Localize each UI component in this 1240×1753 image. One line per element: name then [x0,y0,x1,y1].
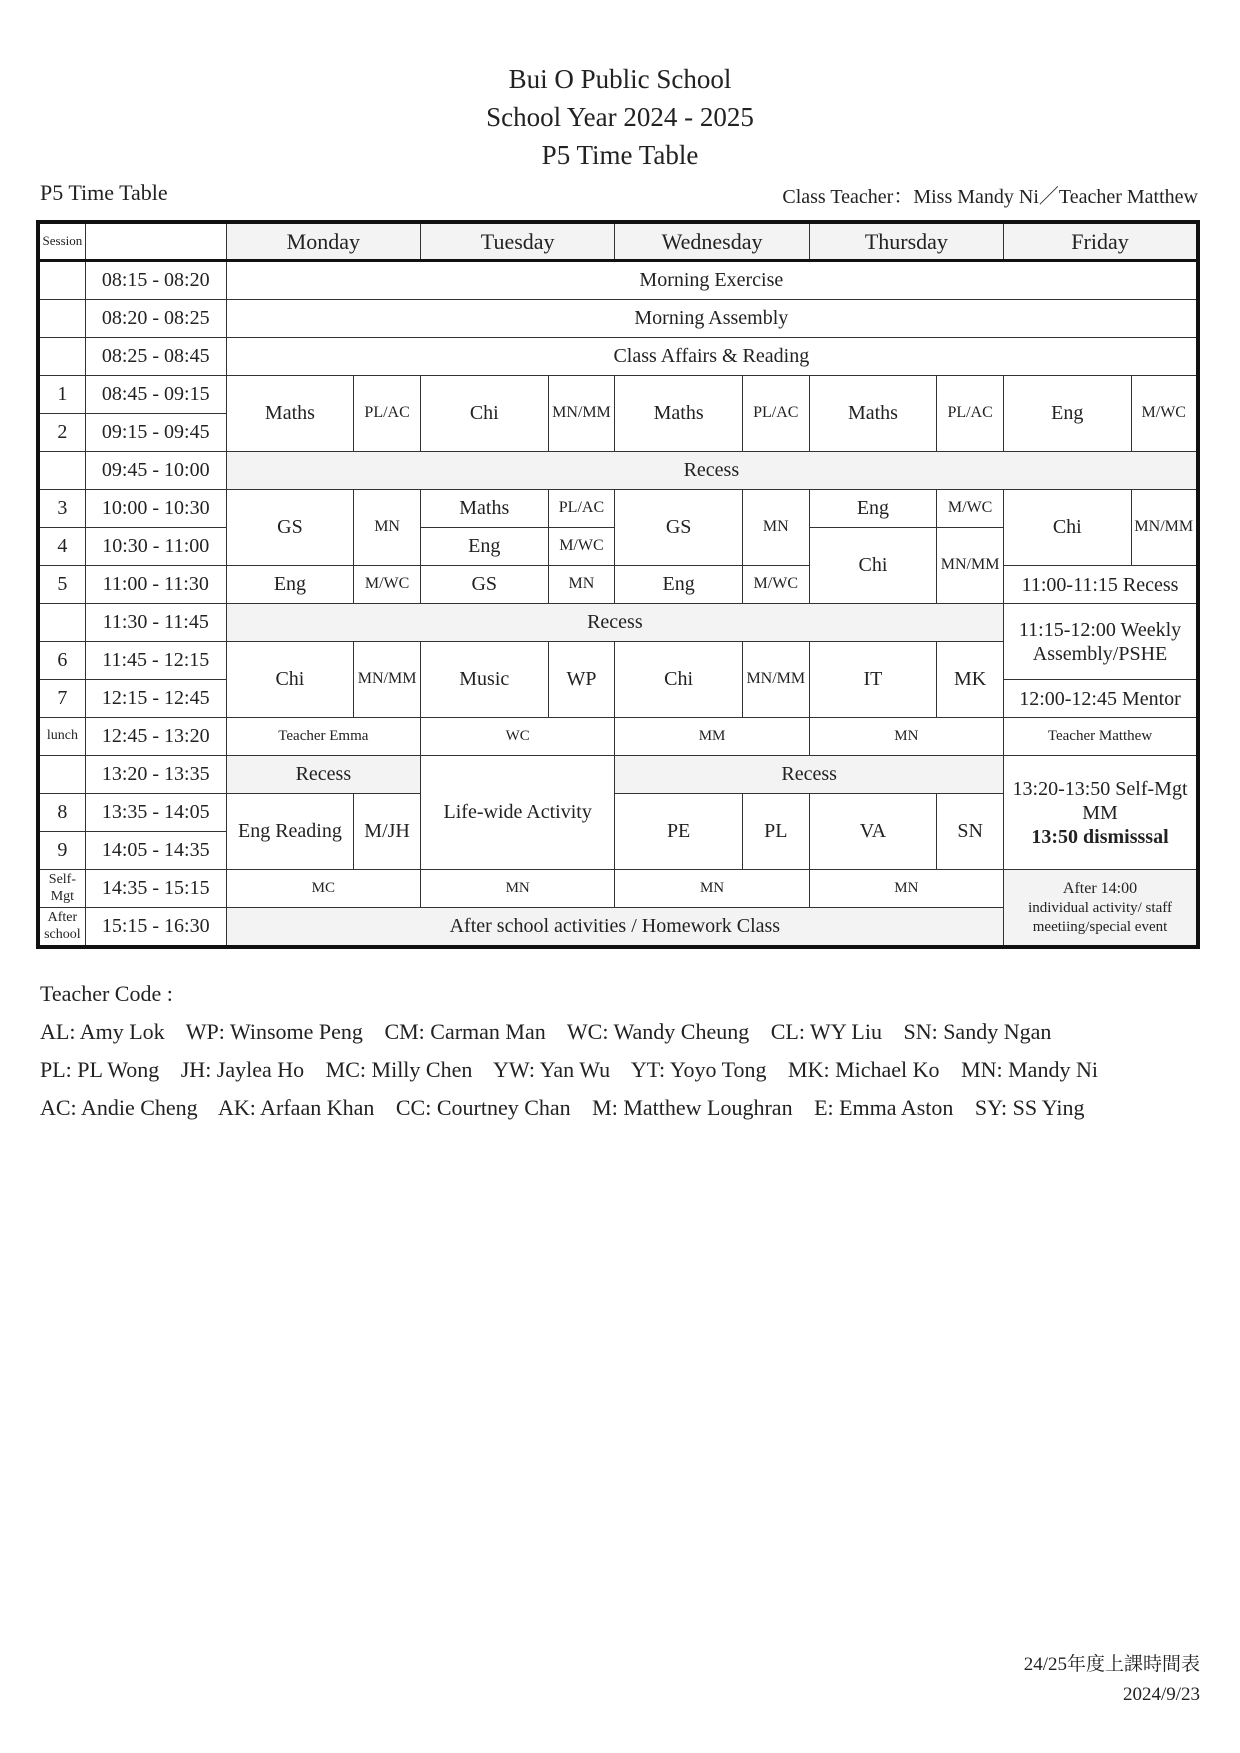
subject-cell: Eng [226,566,354,604]
session-cell: 6 [38,642,85,680]
class-affairs: Class Affairs & Reading [226,338,1198,376]
day-tuesday: Tuesday [421,222,615,261]
table-row [38,870,1198,908]
teacher-codes-row [40,1089,1114,1127]
teacher-code: PL: PL Wong [40,1057,160,1082]
teacher-codes-row [40,1013,1114,1051]
subject-cell: Eng [615,566,743,604]
teacher-code: WP: Winsome Peng [185,1019,363,1044]
teacher-code: JH: Jaylea Ho [180,1057,305,1082]
teacher-cell: M/WC [742,566,809,604]
day-wednesday: Wednesday [615,222,809,261]
lunch-duty-cell: Teacher Matthew [1004,718,1198,756]
time-cell: 10:30 - 11:00 [85,528,226,566]
teacher-cell: SN [937,794,1004,870]
teacher-cell: MK [937,642,1004,718]
session-cell [38,452,85,490]
teacher-code: AL: Amy Lok [40,1019,165,1044]
time-cell: 12:15 - 12:45 [85,680,226,718]
school-name: Bui O Public School [508,64,732,94]
subject-cell: GS [226,490,354,566]
time-header [85,222,226,261]
teacher-code: M: Matthew Loughran [592,1095,793,1120]
subject-cell: IT [809,642,937,718]
teacher-cell: PL [742,794,809,870]
subject-cell: Maths [226,376,354,452]
teacher-code: AK: Arfaan Khan [217,1095,375,1120]
subject-cell: GS [421,566,549,604]
subject-cell: Chi [615,642,743,718]
subject-cell: Eng [421,528,549,566]
teacher-codes-title: Teacher Code : [40,981,173,1006]
morning-assembly: Morning Assembly [226,300,1198,338]
teacher-code: CM: Carman Man [384,1019,546,1044]
table-row [38,604,1198,642]
lunch-duty-cell: MN [809,718,1003,756]
subject-cell: Eng [1004,376,1132,452]
table-row [38,718,1198,756]
time-cell: 08:15 - 08:20 [85,261,226,300]
teacher-code: MK: Michael Ko [788,1057,940,1082]
friday-after-note [1004,870,1198,948]
self-mgt-cell: MN [615,870,809,908]
morning-exercise: Morning Exercise [226,261,1198,300]
school-year: School Year 2024 - 2025 [486,102,754,132]
teacher-cell: WP [548,642,615,718]
table-row [38,261,1198,300]
subject-cell: Maths [615,376,743,452]
friday-dismissal: 13:50 dismisssal [1031,825,1169,848]
teacher-cell: MN [548,566,615,604]
subject-cell: VA [809,794,937,870]
teacher-cell: MN [354,490,421,566]
teacher-cell: MN/MM [1131,490,1198,566]
teacher-cell: MN/MM [937,528,1004,604]
teacher-cell: PL/AC [742,376,809,452]
teacher-code: MN: Mandy Ni [961,1057,1098,1082]
table-row [38,756,1198,794]
session-cell [38,756,85,794]
friday-self-mgt-teacher: MM [1082,801,1118,824]
table-row [38,300,1198,338]
recess-cell: Recess [226,452,1198,490]
teacher-cell: M/WC [1131,376,1198,452]
after-school-cell: After school activities / Homework Class [226,908,1003,948]
subject-cell: Eng [809,490,937,528]
table-row [38,338,1198,376]
recess-cell: Recess [226,604,1003,642]
footer-title: 24/25年度上課時間表 [1023,1654,1200,1675]
friday-after-desc: individual activity/ staff meetiing/special event [1028,899,1172,935]
timetable-label: P5 Time Table [40,180,168,205]
subject-cell: Chi [226,642,354,718]
lunch-duty-cell: MM [615,718,809,756]
time-cell: 11:00 - 11:30 [85,566,226,604]
subject-cell: Chi [1004,490,1132,566]
session-header: Session [38,222,85,261]
day-thursday: Thursday [809,222,1003,261]
table-row [38,452,1198,490]
teacher-cell: PL/AC [548,490,615,528]
teacher-code: SY: SS Ying [974,1095,1085,1120]
teacher-cell: MN/MM [354,642,421,718]
day-friday: Friday [1004,222,1198,261]
time-cell: 08:45 - 09:15 [85,376,226,414]
header-row [38,222,1198,261]
subject-cell: Maths [421,490,549,528]
friday-self-mgt: 13:20-13:50 Self-Mgt [1012,777,1188,800]
footer-date: 2024/9/23 [1122,1684,1200,1705]
class-teacher-label: Class Teacher：Miss Mandy Ni／Teacher Matthew [782,186,1198,208]
teacher-codes [40,975,1114,1127]
page-footer [1024,1650,1200,1710]
time-cell: 08:25 - 08:45 [85,338,226,376]
time-cell: 15:15 - 16:30 [85,908,226,948]
teacher-cell: M/WC [354,566,421,604]
time-cell: 09:45 - 10:00 [85,452,226,490]
time-cell: 10:00 - 10:30 [85,490,226,528]
teacher-code: YT: Yoyo Tong [630,1057,767,1082]
friday-weekly-assembly: 11:15-12:00 Weekly Assembly/PSHE [1004,604,1198,680]
friday-recess-note: 11:00-11:15 Recess [1004,566,1198,604]
self-mgt-cell: MC [226,870,420,908]
teacher-cell: PL/AC [354,376,421,452]
table-row [38,566,1198,604]
teacher-code: AC: Andie Cheng [40,1095,198,1120]
time-cell: 08:20 - 08:25 [85,300,226,338]
session-cell: 5 [38,566,85,604]
session-cell: 3 [38,490,85,528]
friday-afternoon [1004,756,1198,870]
session-cell: 2 [38,414,85,452]
teacher-code: MC: Milly Chen [325,1057,473,1082]
teacher-cell: M/JH [354,794,421,870]
subject-cell: Eng Reading [226,794,354,870]
session-cell [38,300,85,338]
self-mgt-cell: MN [421,870,615,908]
session-cell: After school [38,908,85,948]
document-title: P5 Time Table [541,140,699,170]
session-cell: Self-Mgt [38,870,85,908]
time-cell: 13:35 - 14:05 [85,794,226,832]
teacher-cell: MN/MM [548,376,615,452]
teacher-code: YW: Yan Wu [493,1057,611,1082]
session-cell: 1 [38,376,85,414]
session-cell: 8 [38,794,85,832]
recess-cell: Recess [226,756,420,794]
teacher-code: CC: Courtney Chan [395,1095,571,1120]
teacher-cell: PL/AC [937,376,1004,452]
time-cell: 09:15 - 09:45 [85,414,226,452]
timetable [36,220,1200,949]
teacher-cell: MN/MM [742,642,809,718]
time-cell: 11:45 - 12:15 [85,642,226,680]
friday-mentor: 12:00-12:45 Mentor [1004,680,1198,718]
teacher-cell: M/WC [937,490,1004,528]
life-wide-activity: Life-wide Activity [421,756,615,870]
session-cell [38,261,85,300]
lunch-duty-cell: WC [421,718,615,756]
subject-cell: Chi [809,528,937,604]
subject-cell: Music [421,642,549,718]
subject-cell: Chi [421,376,549,452]
teacher-cell: M/WC [548,528,615,566]
teacher-code: E: Emma Aston [814,1095,954,1120]
teacher-code: CL: WY Liu [770,1019,882,1044]
time-cell: 13:20 - 13:35 [85,756,226,794]
lunch-duty-cell: Teacher Emma [226,718,420,756]
subject-cell: PE [615,794,743,870]
table-row [38,490,1198,528]
session-cell [38,604,85,642]
time-cell: 14:35 - 15:15 [85,870,226,908]
session-cell: lunch [38,718,85,756]
friday-after-title: After 14:00 [1062,879,1138,897]
teacher-cell: MN [742,490,809,566]
session-cell: 4 [38,528,85,566]
day-monday: Monday [226,222,420,261]
page-header [0,60,1240,174]
table-row [38,376,1198,414]
teacher-code: SN: Sandy Ngan [903,1019,1052,1044]
session-cell: 7 [38,680,85,718]
session-cell [38,338,85,376]
self-mgt-cell: MN [809,870,1003,908]
time-cell: 11:30 - 11:45 [85,604,226,642]
time-cell: 12:45 - 13:20 [85,718,226,756]
teacher-codes-row [40,1051,1114,1089]
session-cell: 9 [38,832,85,870]
time-cell: 14:05 - 14:35 [85,832,226,870]
subject-cell: GS [615,490,743,566]
recess-cell: Recess [615,756,1004,794]
teacher-code: WC: Wandy Cheung [566,1019,750,1044]
subject-cell: Maths [809,376,937,452]
